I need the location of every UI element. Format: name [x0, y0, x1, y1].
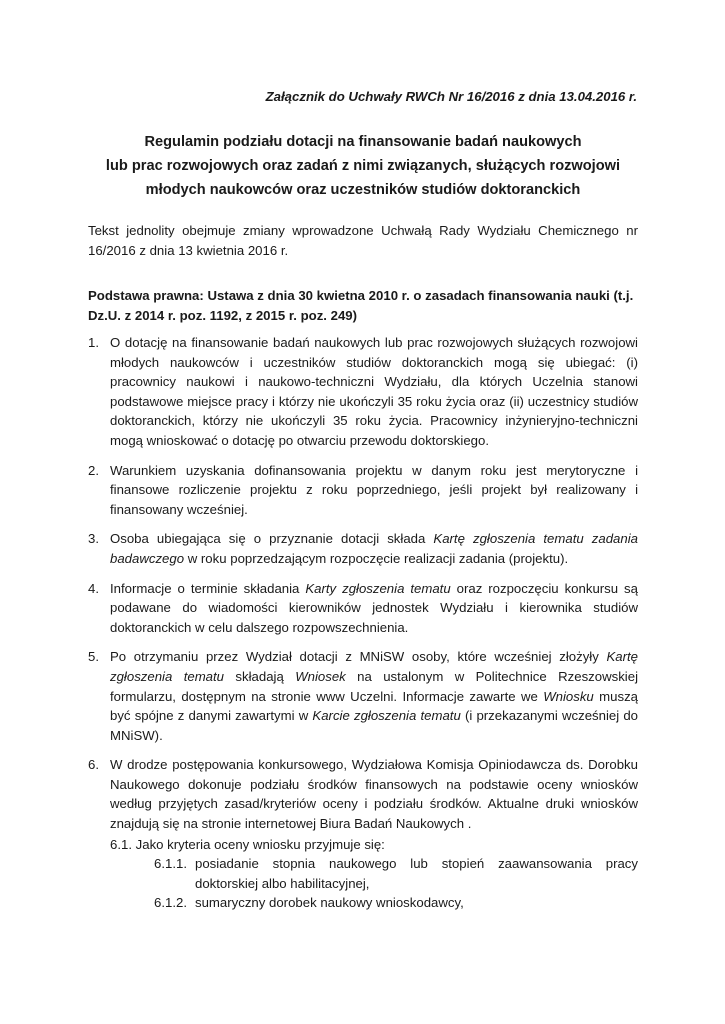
legal-basis: Podstawa prawna: Ustawa z dnia 30 kwietna 2010 r. o zasadach finansowania nauki (t.j. Dz.U. z 2014 r. poz. 1192, z 2015 r. poz. 249) [88, 288, 634, 323]
item-number: 3. [88, 531, 99, 547]
title-line-1: Regulamin podziału dotacji na finansowanie badań naukowych [144, 134, 582, 150]
item-number: 6. [88, 757, 99, 773]
item-text [110, 649, 638, 742]
list-item-1 [88, 333, 638, 451]
item-number: 1. [88, 335, 99, 350]
item-number: 2. [88, 462, 99, 478]
item-text: Warunkiem uzyskania dofinansowania projektu w danym roku jest merytoryczne i finansowe rozliczenie projektu z roku poprzedniego, jeśli projekt był realizowany i finansowany wcześniej. [110, 462, 638, 517]
italic-term: Wniosku [543, 688, 594, 704]
sub-item-text: sumaryczny dorobek naukowy wnioskodawcy, [195, 895, 464, 911]
italic-term: Wniosek [295, 668, 346, 684]
title-line-3: młodych naukowców oraz uczestników studiów doktoranckich [145, 182, 581, 198]
sub-item-6-1: 6.1. Jako kryteria oceny wniosku przyjmuje się: [110, 836, 385, 852]
text-part: oraz rozpoczęciu konkursu są podawane do wiadomości kierowników jednostek Wydziału i kierownika studiów doktoranckich w celu dalszego rozpowszechnienia. [110, 580, 638, 635]
text-part: Po otrzymaniu przez Wydział dotacji z MNiSW osoby, które wcześniej złożyły [110, 649, 607, 665]
text-part: Osoba ubiegająca się o przyznanie dotacji składa [110, 531, 434, 547]
sub-item-number: 6.1.1. [154, 856, 187, 872]
list-item-6 [88, 755, 638, 913]
italic-term: Kartę zgłoszenia tematu zadania badawczego [110, 531, 638, 566]
text-part: składają [224, 668, 296, 684]
attachment-header: Załącznik do Uchwały RWCh Nr 16/2016 z dnia 13.04.2016 r. [265, 89, 637, 104]
text-part: w roku poprzedzającym rozpoczęcie realizacji zadania (projektu). [184, 550, 569, 566]
sub-item-text: posiadanie stopnia naukowego lub stopień zaawansowania pracy doktorskiej albo habilitacyjnej, [195, 856, 638, 891]
text-part: Informacje o terminie składania [110, 580, 306, 596]
item-number: 5. [88, 649, 99, 665]
italic-term: Karty zgłoszenia tematu [305, 580, 451, 596]
sub-item-number: 6.1.2. [154, 895, 187, 911]
text-part: muszą być spójne z danymi zawartymi w [110, 688, 639, 724]
item-text: W drodze postępowania konkursowego, Wydziałowa Komisja Opiniodawcza ds. Dorobku Naukowego dokonuje podziału środków finansowych na podstawie oceny wniosków według przyjętych zasad/kryteriów oceny i podziału środków. Aktualne druki wniosków znajdują się na stronie internetowej Biura Badań Naukowych . [110, 757, 638, 832]
regulation-list [88, 333, 638, 923]
list-item-2 [88, 461, 638, 520]
text-part: (i przekazanymi wcześniej do MNiSW). [110, 708, 638, 743]
document-title [88, 130, 638, 202]
list-item-4 [88, 579, 638, 638]
item-number: 4. [88, 580, 99, 596]
title-line-2: lub prac rozwojowych oraz zadań z nimi związanych, służących rozwojowi [105, 158, 621, 174]
italic-term: Karcie zgłoszenia tematu [312, 708, 461, 724]
intro-paragraph: Tekst jednolity obejmuje zmiany wprowadzone Uchwałą Rady Wydziału Chemicznego nr 16/2016 z dnia 13 kwietnia 2016 r. [88, 223, 638, 258]
italic-term: Kartę zgłoszenia tematu [110, 649, 638, 684]
sub-item-6-1-2 [110, 893, 638, 913]
item-text: O dotację na finansowanie badań naukowych lub prac rozwojowych służących rozwojowi młodych naukowców i uczestników studiów doktoranckich mogą się ubiegać: (i) pracownicy naukowi i naukowo-techniczni Wydziału, dla których Uczelnia stanowi podstawowe miejsce pracy i którzy nie ukończyli 35 roku życia oraz (ii) uczestnicy studiów doktoranckich, którzy nie ukończyli 35 roku życia. Pracownicy inżynieryjno-techniczni mogą wnioskować o dotację po otwarciu przewodu doktorskiego. [110, 335, 638, 448]
item-text [110, 531, 638, 566]
list-item-3 [88, 529, 638, 568]
item-text [110, 581, 638, 635]
list-item-5 [88, 647, 638, 745]
sub-item-6-1-1 [110, 854, 638, 893]
text-part: na ustalonym w Politechnice Rzeszowskiej formularzu, dostępnym na stronie www Uczelni. Informacje zawarte we [110, 668, 639, 704]
